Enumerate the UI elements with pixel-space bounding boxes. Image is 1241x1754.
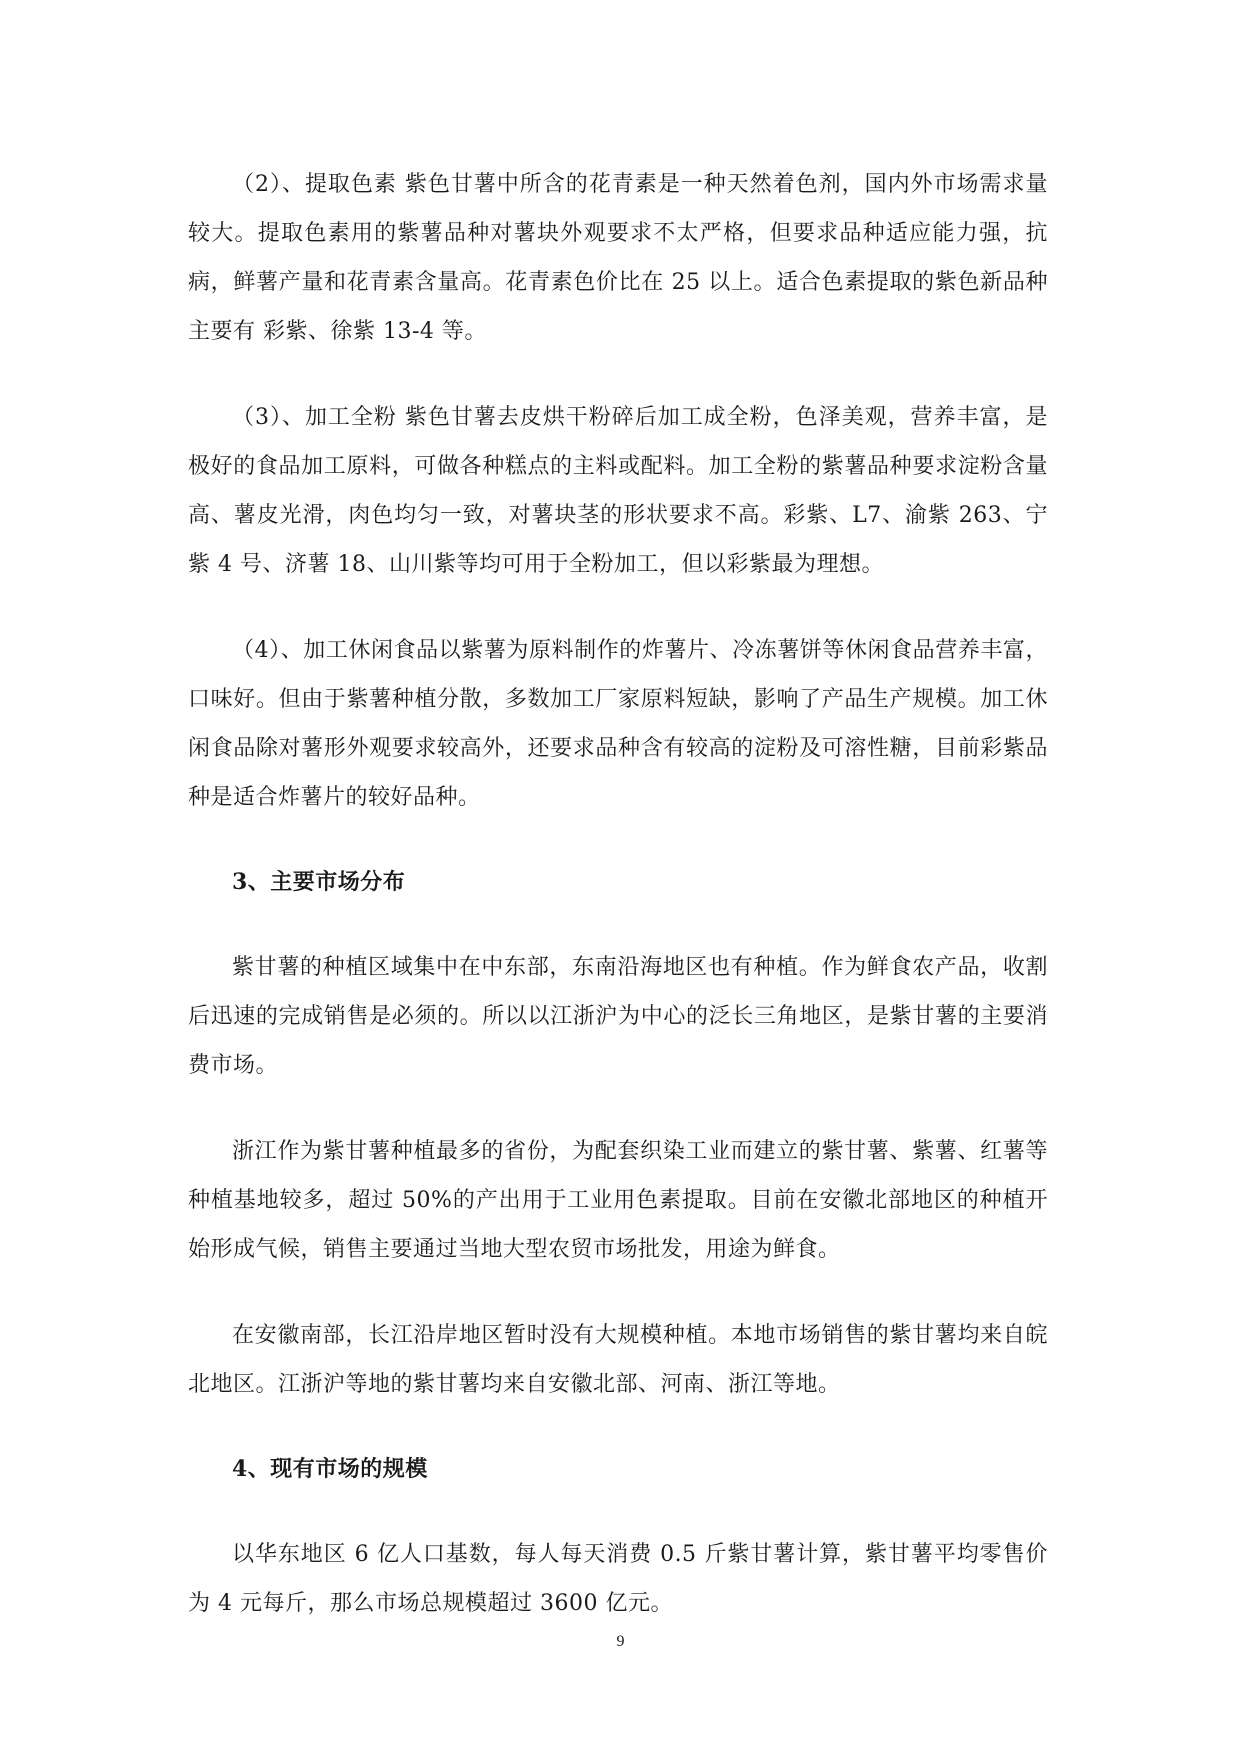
page-number: 9: [616, 1633, 625, 1650]
paragraph-extract-pigment: （2）、提取色素 紫色甘薯中所含的花青素是一种天然着色剂，国内外市场需求量较大。提取色素用的紫薯品种对薯块外观要求不太严格，但要求品种适应能力强，抗病，鲜薯产量和花青素含量高。花青素色价比在 25 以上。适合色素提取的紫色新品种主要有 彩紫、徐紫 13-4 等。: [188, 172, 1048, 344]
section-heading-market-scale: 4、现有市场的规模: [232, 1456, 428, 1482]
paragraph-zhejiang: 浙江作为紫甘薯种植最多的省份，为配套织染工业而建立的紫甘薯、紫薯、红薯等种植基地较多，超过 50%的产出用于工业用色素提取。目前在安徽北部地区的种植开始形成气候，销售主要通过当地大型农贸市场批发，用途为鲜食。: [188, 1139, 1048, 1262]
paragraph-leisure-food: （4）、加工休闲食品以紫薯为原料制作的炸薯片、冷冻薯饼等休闲食品营养丰富，口味好。但由于紫薯种植分散，多数加工厂家原料短缺，影响了产品生产规模。加工休闲食品除对薯形外观要求较高外，还要求品种含有较高的淀粉及可溶性糖，目前彩紫品种是适合炸薯片的较好品种。: [188, 638, 1048, 810]
paragraph-whole-flour: （3）、加工全粉 紫色甘薯去皮烘干粉碎后加工成全粉，色泽美观，营养丰富，是极好的食品加工原料，可做各种糕点的主料或配料。加工全粉的紫薯品种要求淀粉含量高、薯皮光滑，肉色均匀一致，对薯块茎的形状要求不高。彩紫、L7、渝紫 263、宁紫 4 号、济薯 18、山川紫等均可用于全粉加工，但以彩紫最为理想。: [188, 405, 1048, 577]
paragraph-market-size: 以华东地区 6 亿人口基数，每人每天消费 0.5 斤紫甘薯计算，紫甘薯平均零售价为 4 元每斤，那么市场总规模超过 3600 亿元。: [188, 1542, 1048, 1616]
paragraph-planting-region: 紫甘薯的种植区域集中在中东部，东南沿海地区也有种植。作为鲜食农产品，收割后迅速的完成销售是必须的。所以以江浙沪为中心的泛长三角地区，是紫甘薯的主要消费市场。: [188, 955, 1048, 1078]
paragraph-south-anhui: 在安徽南部，长江沿岸地区暂时没有大规模种植。本地市场销售的紫甘薯均来自皖北地区。江浙沪等地的紫甘薯均来自安徽北部、河南、浙江等地。: [188, 1323, 1048, 1397]
page-body: [188, 160, 1048, 1628]
section-heading-market-distribution: 3、主要市场分布: [232, 869, 406, 895]
